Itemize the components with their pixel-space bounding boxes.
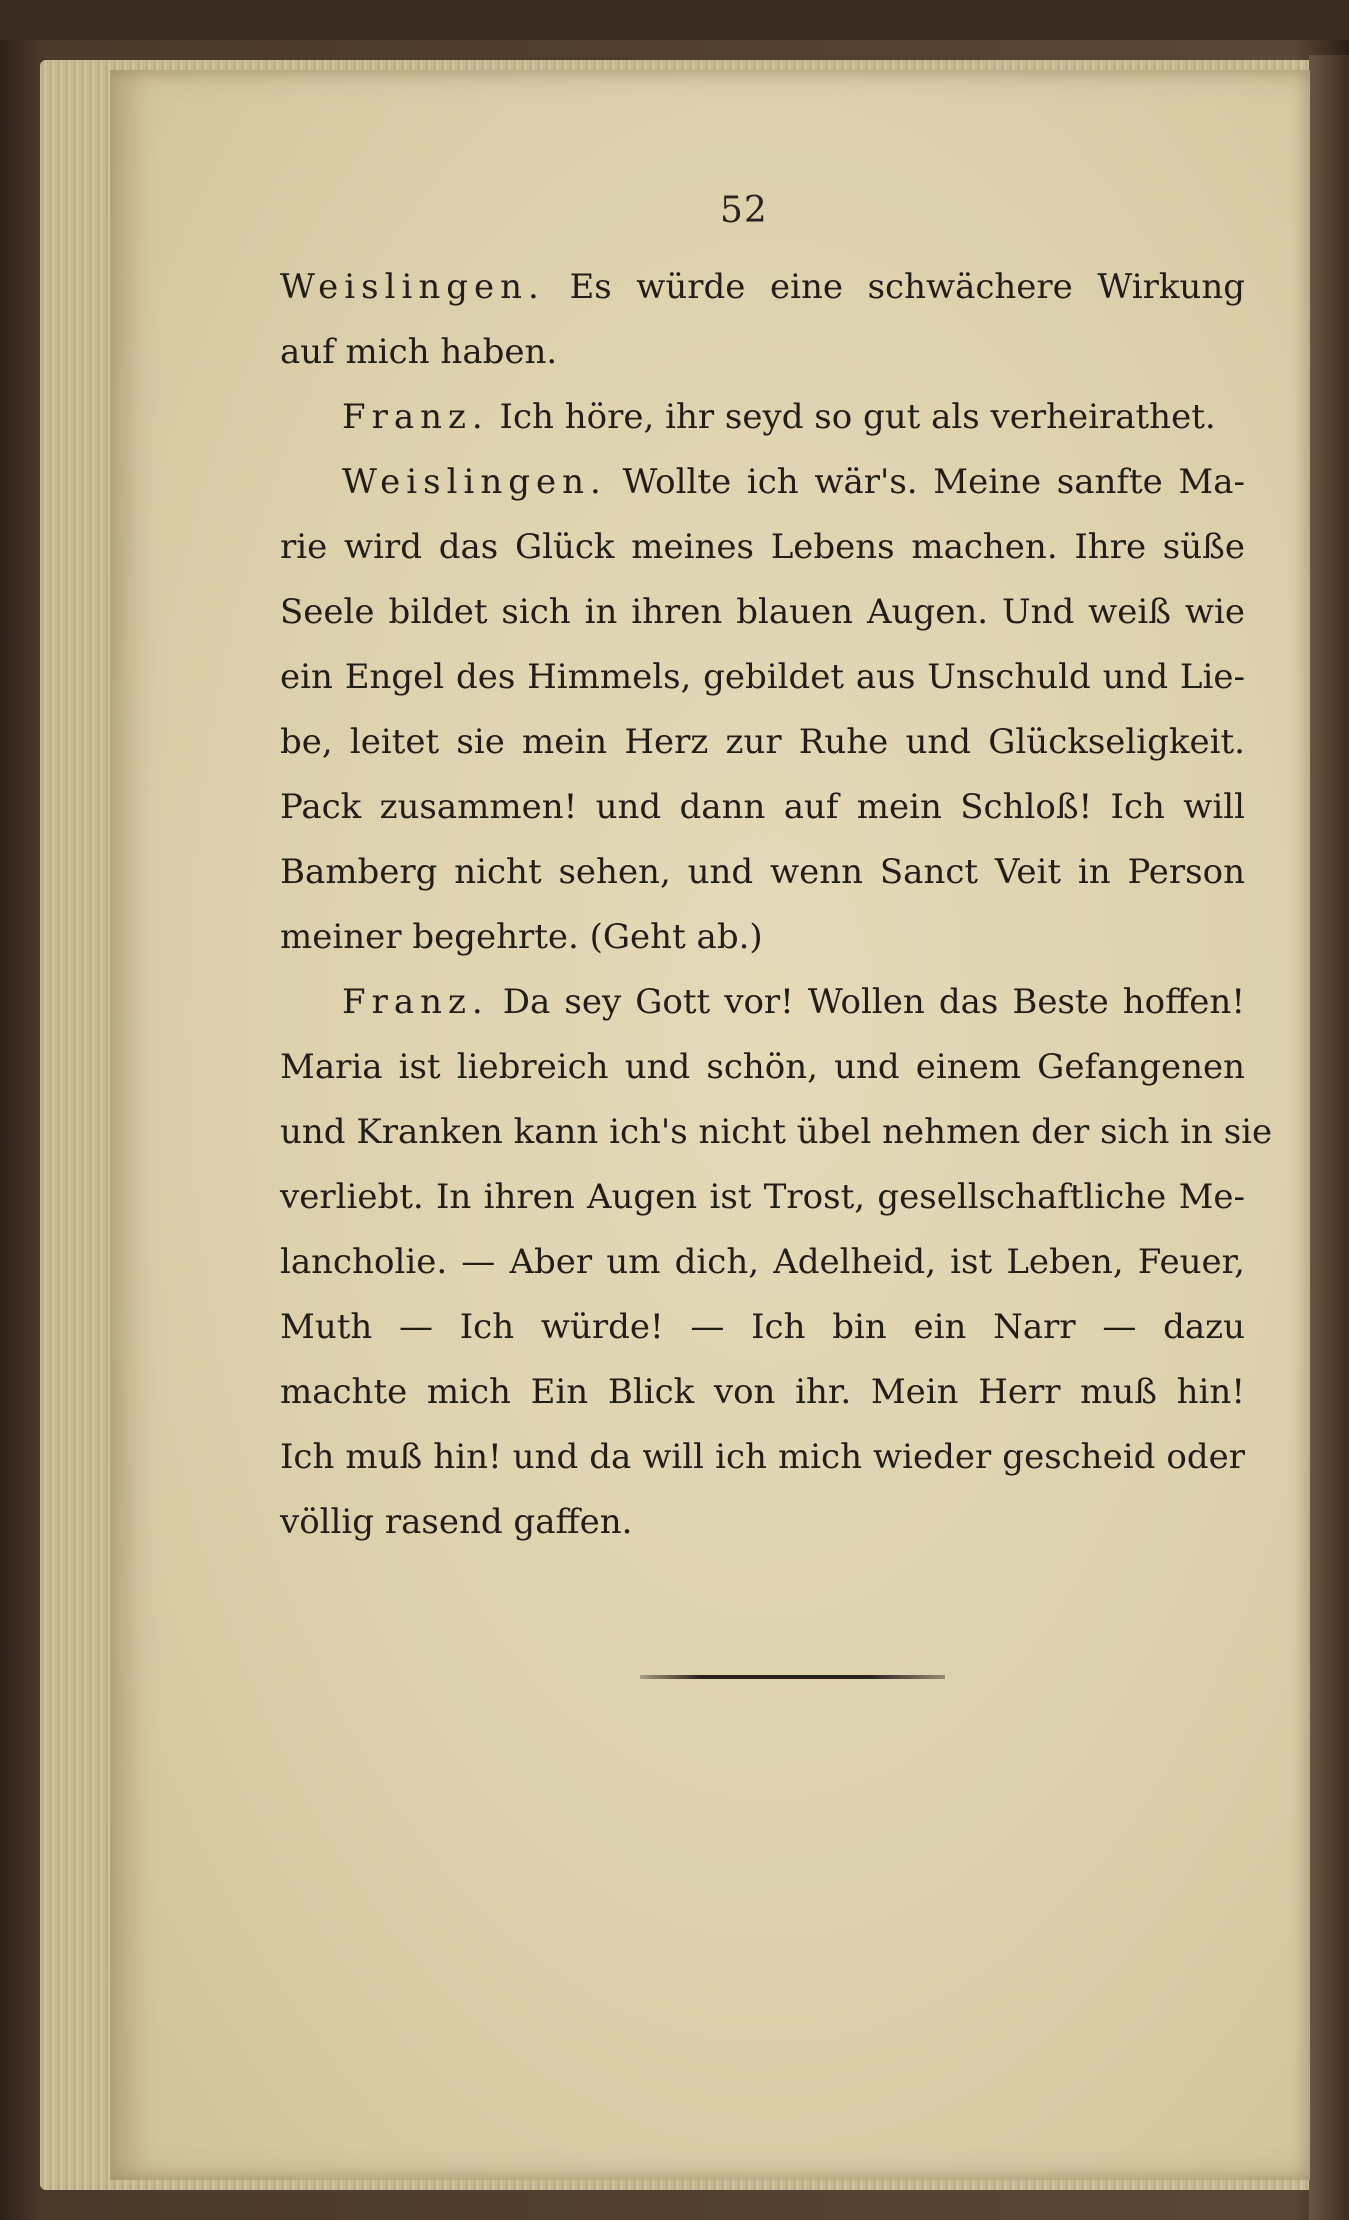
line-text: Maria ist liebreich und schön, und einem Gefangenen xyxy=(280,1047,1245,1087)
line-text: lancholie. — Aber um dich, Adelheid, ist Leben, Feuer, xyxy=(280,1242,1245,1282)
speaker-name: Weislingen. xyxy=(280,267,545,307)
line-text: Bamberg nicht sehen, und wenn Sanct Veit in Person xyxy=(280,852,1245,892)
text-line xyxy=(280,320,1245,385)
text-line xyxy=(280,1100,1273,1165)
closing-rule xyxy=(640,1675,945,1679)
text-line xyxy=(280,905,1245,970)
text-line xyxy=(280,515,1245,580)
text-line xyxy=(280,1035,1245,1100)
line-text: Muth — Ich würde! — Ich bin ein Narr — dazu xyxy=(280,1307,1245,1347)
text-line xyxy=(280,1360,1245,1425)
page-number: 52 xyxy=(720,190,768,231)
line-text: völlig rasend gaffen. xyxy=(280,1502,633,1542)
line-text: ein Engel des Himmels, gebildet aus Unschuld und Lie- xyxy=(280,657,1245,697)
line-text: meiner begehrte. (Geht ab.) xyxy=(280,917,763,957)
speaker-name: Franz. xyxy=(342,397,489,437)
book-spine-edge xyxy=(1309,55,1349,2220)
line-text: Ich muß hin! und da will ich mich wieder gescheid oder xyxy=(280,1437,1245,1477)
speaker-name: Franz. xyxy=(342,982,489,1022)
text-line xyxy=(280,1425,1245,1490)
line-text: rie wird das Glück meines Lebens machen. Ihre süße xyxy=(280,527,1245,567)
text-line xyxy=(280,385,1245,450)
line-text: Seele bildet sich in ihren blauen Augen. Und weiß wie xyxy=(280,592,1245,632)
text-line xyxy=(280,645,1245,710)
line-text: Da sey Gott vor! Wollen das Beste hoffen! xyxy=(502,982,1245,1022)
text-line xyxy=(280,840,1245,905)
line-text: auf mich haben. xyxy=(280,332,558,372)
text-line xyxy=(280,255,1245,320)
text-line xyxy=(280,775,1245,840)
text-line xyxy=(280,1295,1245,1360)
text-line xyxy=(280,1165,1245,1230)
page-body-text xyxy=(280,255,1273,1555)
text-line xyxy=(280,1230,1245,1295)
text-line xyxy=(280,450,1245,515)
line-text: Pack zusammen! und dann auf mein Schloß! Ich will xyxy=(280,787,1245,827)
line-text: Ich höre, ihr seyd so gut als verheirathet. xyxy=(499,397,1216,437)
text-line xyxy=(280,710,1245,775)
text-line xyxy=(280,1490,1245,1555)
line-text: Wollte ich wär's. Meine sanfte Ma- xyxy=(622,462,1246,502)
speaker-name: Weislingen. xyxy=(342,462,607,502)
line-text: verliebt. In ihren Augen ist Trost, gesellschaftliche Me- xyxy=(280,1177,1245,1217)
text-line xyxy=(280,970,1245,1035)
line-text: und Kranken kann ich's nicht übel nehmen der sich in sie xyxy=(280,1112,1273,1152)
line-text: machte mich Ein Blick von ihr. Mein Herr muß hin! xyxy=(280,1372,1245,1412)
line-text: be, leitet sie mein Herz zur Ruhe und Glückseligkeit. xyxy=(280,722,1245,762)
text-line xyxy=(280,580,1245,645)
line-text: Es würde eine schwächere Wirkung xyxy=(569,267,1245,307)
